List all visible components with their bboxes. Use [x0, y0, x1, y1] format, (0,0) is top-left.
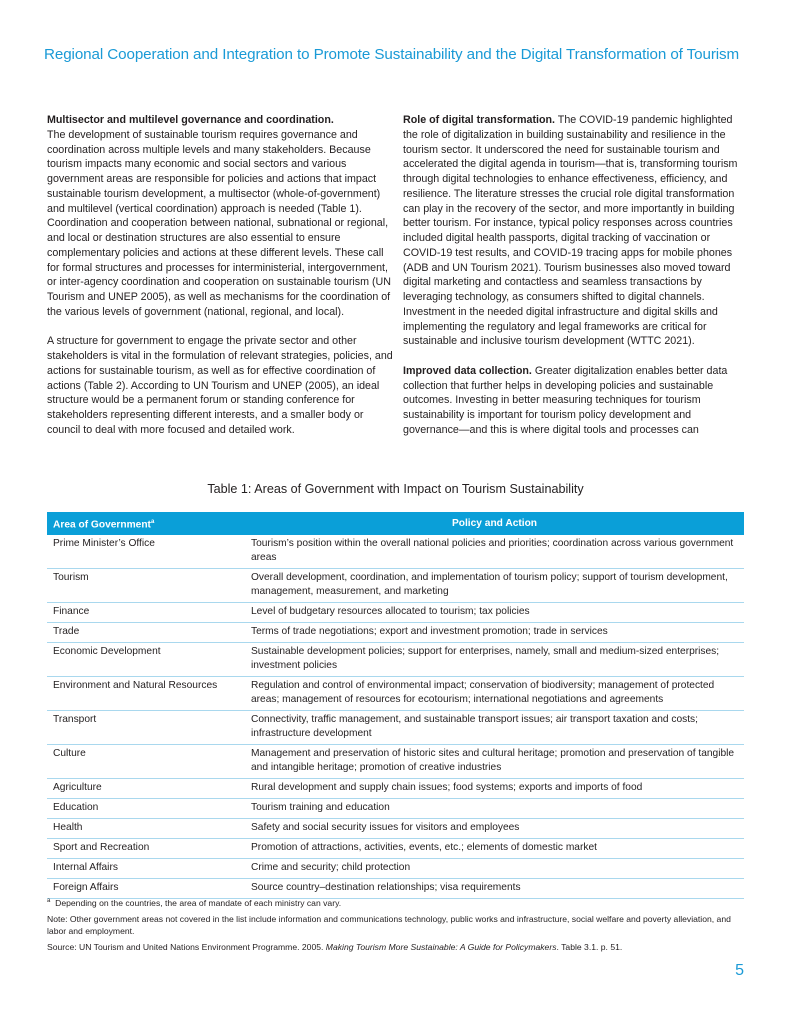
cell-policy: Crime and security; child protection — [245, 859, 744, 879]
footnote-mark: a — [47, 898, 51, 904]
table-row — [47, 839, 744, 859]
table-row — [47, 779, 744, 799]
paragraph-structure — [47, 334, 397, 437]
cell-policy: Management and preservation of historic sites and cultural heritage; promotion and preservation of tangible and intangible heritage; promotion of creative industries — [245, 745, 744, 779]
paragraph-heading: Improved data collection. — [403, 364, 532, 377]
cell-area: Tourism — [47, 569, 245, 603]
paragraph-body: Greater digitalization enables better data collection that further helps in developing policies and sustainable outcomes. Investing in better measuring techniques for tourism sustainability is important for tourism policy development and governance—and this is where digital tools and processes can — [403, 364, 728, 436]
table-row — [47, 623, 744, 643]
cell-policy: Connectivity, traffic management, and sustainable transport issues; air transport taxation and costs; infrastructure development — [245, 711, 744, 745]
paragraph-body: The development of sustainable tourism requires governance and coordination across multiple levels and many stakeholders. Because tourism impacts many economic and social sectors and various government areas are responsible for policies and actions that impact sustainable tourism development, a multisector (whole-of-government) and multilevel (vertical coordination) approach is needed (Table 1). Coordination and cooperation between national, subnational or regional, and local or destination structures are also essential to ensure complementary policies and actions at these different levels. These call for formal structures and processes for interministerial, intergovernment, or inter-agency coordination and cooperation on sustainable tourism (UN Tourism and UNEP 2005), as well as mechanisms for the coordination of the various levels of government (national, regional, and local). — [47, 128, 391, 318]
cell-area: Prime Minister’s Office — [47, 535, 245, 569]
cell-area: Health — [47, 819, 245, 839]
cell-area: Finance — [47, 603, 245, 623]
cell-policy: Source country–destination relationships; visa requirements — [245, 879, 744, 899]
table-title: Table 1: Areas of Government with Impact on Tourism Sustainability — [207, 482, 584, 496]
table-row — [47, 711, 744, 745]
table-row — [47, 569, 744, 603]
cell-policy: Sustainable development policies; support for enterprises, namely, small and medium-sized enterprises; investment policies — [245, 643, 744, 677]
table-row — [47, 819, 744, 839]
cell-policy: Regulation and control of environmental impact; conservation of biodiversity; management of protected areas; management of resources for ecotourism; international negotiations and agreements — [245, 677, 744, 711]
cell-area: Foreign Affairs — [47, 879, 245, 899]
cell-policy: Terms of trade negotiations; export and investment promotion; trade in services — [245, 623, 744, 643]
header-policy: Policy and Action — [245, 512, 744, 535]
cell-policy: Safety and social security issues for visitors and employees — [245, 819, 744, 839]
cell-policy: Level of budgetary resources allocated to tourism; tax policies — [245, 603, 744, 623]
paragraph-heading: Role of digital transformation. — [403, 114, 556, 126]
cell-area: Environment and Natural Resources — [47, 677, 245, 711]
paragraph-body: A structure for government to engage the private sector and other stakeholders is vital in the formulation of relevant strategies, policies, and actions for sustainable tourism, as well as for effective coordination of actions (Table 2). According to UN Tourism and UNEP (2005), an ideal structure would be a permanent forum or standing conference for stakeholders representing different interests, and a smaller body or council to deal with more focused and detailed work. — [47, 335, 393, 436]
table-row — [47, 643, 744, 677]
table-row — [47, 799, 744, 819]
cell-area: Internal Affairs — [47, 859, 245, 879]
paragraph-governance — [47, 113, 397, 320]
cell-policy: Overall development, coordination, and implementation of tourism policy; support of tourism development, management, measurement, and marketing — [245, 569, 744, 603]
right-column — [403, 113, 748, 452]
cell-area: Culture — [47, 745, 245, 779]
table-row — [47, 859, 744, 879]
source-prefix: Source: UN Tourism and United Nations Environment Programme. 2005. — [47, 942, 326, 953]
source-suffix: . Table 3.1. p. 51. — [556, 942, 623, 953]
paragraph-body: The COVID-19 pandemic highlighted the role of digitalization in building sustainability and resilience in the tourism sector. It underscored the need for sustainable tourism and accelerated the digital agenda in tourism—that is, transforming tourism through digital technologies to enhance effectiveness, efficiency, and resilience. The literature stresses the crucial role digital transformation can play in the recovery of the sector, and more importantly in building better tourism. For instance, typical policy responses across countries included digital health passports, digital tracking of vaccination or COVID-19 test results, and COVID-19 tracing apps for mobile phones (ADB and UN Tourism 2021). Tourism businesses also moved toward digital marketing and contactless and seamless transactions by leveraging technology, as consumers shifted to digital channels. Investment in the needed digital infrastructure and digital skills and implementing the regulatory and legal frameworks are critical for sustainable and inclusive tourism development (WTTC 2021). — [403, 114, 738, 348]
footnote-mark: a — [150, 519, 155, 525]
paragraph-digital-transformation — [403, 113, 748, 349]
cell-policy: Tourism’s position within the overall national policies and priorities; coordination across various government areas — [245, 535, 744, 569]
cell-area: Transport — [47, 711, 245, 745]
cell-area: Trade — [47, 623, 245, 643]
page-number: 5 — [735, 962, 744, 979]
running-title: Regional Cooperation and Integration to Promote Sustainability and the Digital Transformation of Tourism — [44, 46, 740, 63]
table-notes — [47, 896, 747, 959]
source-title: Making Tourism More Sustainable: A Guide for Policymakers — [325, 942, 557, 953]
header-area-label: Area of Government — [53, 519, 151, 531]
table-row — [47, 677, 744, 711]
table-row — [47, 603, 744, 623]
source — [47, 942, 747, 954]
table-header-row — [47, 512, 744, 535]
table-row — [47, 745, 744, 779]
note: Note: Other government areas not covered in the list include information and communications technology, public works and infrastructure, social welfare and poverty alleviation, and labor and employment. — [47, 914, 731, 936]
footnote — [47, 896, 747, 909]
cell-policy: Rural development and supply chain issues; food systems; exports and imports of food — [245, 779, 744, 799]
table-row — [47, 535, 744, 569]
cell-area: Education — [47, 799, 245, 819]
footnote-text: Depending on the countries, the area of mandate of each ministry can vary. — [55, 897, 342, 908]
left-column — [47, 113, 397, 452]
cell-area: Agriculture — [47, 779, 245, 799]
cell-policy: Promotion of attractions, activities, events, etc.; elements of domestic market — [245, 839, 744, 859]
cell-area: Sport and Recreation — [47, 839, 245, 859]
government-areas-table — [47, 512, 744, 899]
paragraph-heading: Multisector and multilevel governance and coordination. — [47, 114, 334, 126]
cell-policy: Tourism training and education — [245, 799, 744, 819]
header-area — [47, 512, 245, 535]
cell-area: Economic Development — [47, 643, 245, 677]
paragraph-data-collection — [403, 364, 748, 438]
